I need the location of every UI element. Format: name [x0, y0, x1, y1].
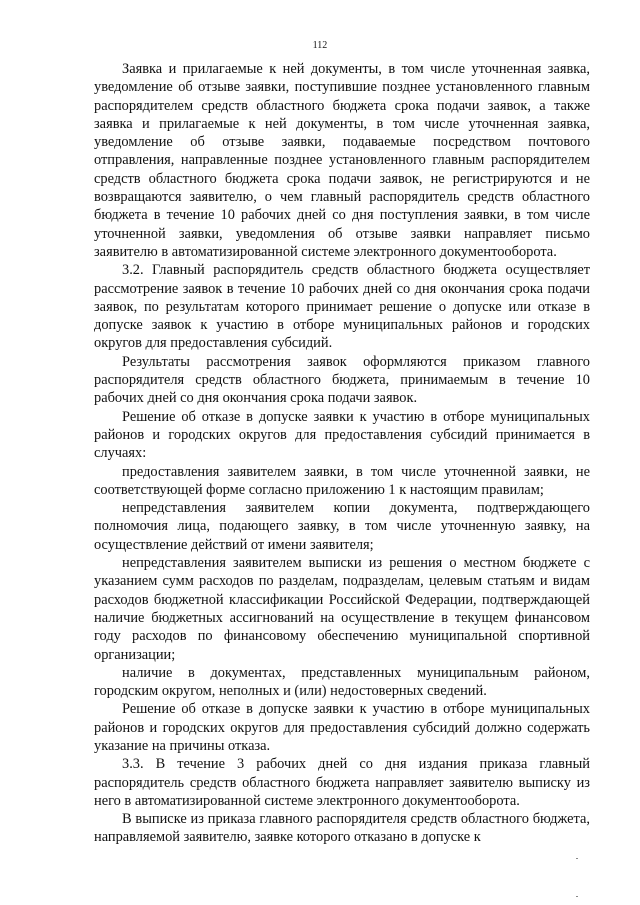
- list-item-no-authority-copy: непредставления заявителем копии документа, подтверждающего полномочия лица, подающего заявку, в том числе уточненную заявку, на осуществление действий от имени заявителя;: [94, 500, 590, 553]
- paragraph-review-results: Результаты рассмотрения заявок оформляются приказом главного распорядителя средств областного бюджета, принимаемым в течение 10 рабочих дней со дня окончания срока подачи заявок.: [94, 353, 590, 407]
- paragraph-refusal-cases: Решение об отказе в допуске заявки к участию в отборе муниципальных районов и городских округов для предоставления субсидий принимается в случаях:: [94, 408, 590, 462]
- scan-mark: [576, 896, 578, 897]
- scan-mark: [576, 858, 578, 859]
- paragraph-late-applications: Заявка и прилагаемые к ней документы, в том числе уточненная заявка, уведомление об отзыве заявки, поступившие позднее установленного главным распорядителем средств областного бюджета срока подачи заявок, а также заявка и прилагаемые к ней документы, в том числе уточненная заявка, уведомление об отзыве заявки, подаваемые посредством почтового отправления, направленные позднее установленного главным распорядителем средств областного бюджета срока подачи заявок, не регистрируются и не возвращаются заявителю, о чем главный распорядитель средств областного бюджета в течение 10 рабочих дней со дня поступления заявки, в том числе уточненной заявки, уведомления об отзыве заявки направляет письмо заявителю в автоматизированной системе электронного документооборота.: [94, 61, 590, 260]
- document-body: [94, 60, 590, 847]
- list-item-wrong-form: предоставления заявителем заявки, в том числе уточненной заявки, не соответствующей форме согласно приложению 1 к настоящим правилам;: [94, 463, 590, 498]
- list-item-incomplete-info: наличие в документах, представленных муниципальным районом, городским округом, неполных и (или) недостоверных сведений.: [94, 664, 590, 700]
- paragraph-3-3-extract: 3.3. В течение 3 рабочих дней со дня издания приказа главный распорядитель средств областного бюджета направляет заявителю выписку из него в автоматизированной системе электронного документооборота.: [94, 756, 590, 809]
- list-item-no-budget-extract: непредставления заявителем выписки из решения о местном бюджете с указанием сумм расходов по разделам, подразделам, целевым статьям и видам расходов бюджетной классификации Российской Федерации, подтверждающей наличие бюджетных ассигнований на осуществление в текущем финансовом году расходов по финансовому обеспечению муниципальной спортивной организации;: [94, 555, 590, 663]
- paragraph-refusal-reasons: Решение об отказе в допуске заявки к участию в отборе муниципальных районов и городских округов для предоставления субсидий должно содержать указание на причины отказа.: [94, 701, 590, 754]
- page-number: 112: [312, 40, 328, 51]
- paragraph-extract-content: В выписке из приказа главного распорядителя средств областного бюджета, направляемой заявителю, заявке которого отказано в допуске к: [94, 811, 590, 846]
- paragraph-3-2-review: 3.2. Главный распорядитель средств областного бюджета осуществляет рассмотрение заявок в течение 10 рабочих дней со дня окончания срока подачи заявок, по результатам которого принимает решение о допуске или отказе в допуске заявок к участию в отборе муниципальных районов и городских округов для предоставления субсидий.: [94, 262, 590, 352]
